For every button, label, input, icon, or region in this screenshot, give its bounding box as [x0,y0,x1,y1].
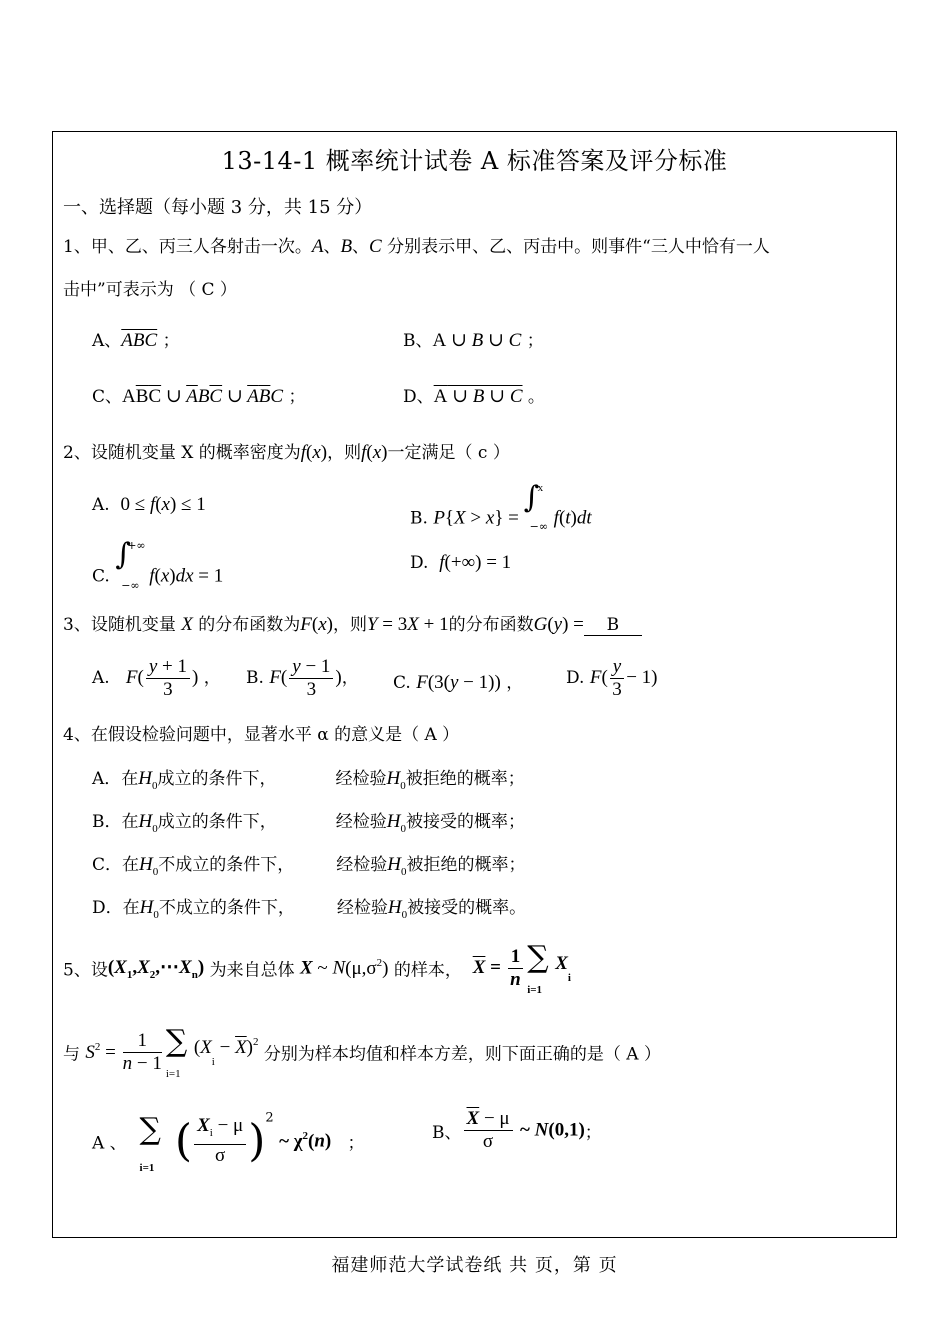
question-3 [63,610,642,636]
q2-option-a [92,494,206,516]
q2-option-b [410,480,592,533]
q4-option-c-cond: 不成立的条件下， [158,855,295,875]
q2-option-d [410,552,511,574]
q2-option-d-expr: f(+∞) = 1 [439,552,512,573]
q3-fx: F(x) [300,614,333,635]
question-2 [63,438,510,464]
h0-symbol: $H_0$ [386,768,406,792]
q3-option-a: A. F( $\frac{y + 1}{3}$ ) ， [92,656,221,700]
q3-option-b-label: B. [246,667,264,688]
q3-option-a-label: A. [92,667,110,688]
q1-option-d: D、A ∪ B ∪ C 。 [403,386,545,407]
q4-option-d-mid: 经检验 [336,898,388,918]
q2-fx: f(x) [300,442,328,463]
q3-option-b-expr: F( $\frac{y - 1}{3}$ ) [269,656,342,700]
q5-option-b [432,1108,602,1174]
question-5-line-1 [63,938,571,998]
q4-option-b-result: 被接受的概率； [405,812,525,832]
q1-option-b-label: B、 [403,331,433,351]
q1-option-c-label: C、 [92,387,123,407]
question-1-line-2: 击中”可表示为 （ C ） [63,280,237,300]
q5-option-b-frac: $\frac{\overline{X} - \mu}{\sigma}$ [464,1108,513,1153]
q1-option-b: B、A ∪ B ∪ C ； [403,330,544,351]
q3-option-d-label: D. [566,667,585,688]
q3-gy: G(y) = [533,614,584,635]
q4-option-a-cond: 成立的条件下， [157,769,277,789]
q5-population: X ~ $N(\mu,\sigma^2)$ [299,956,389,979]
q2-option-b-expr: P{X > x} = [433,507,524,529]
q3-mid2: ，则 [332,615,367,635]
question-1-line-1: 1、甲、乙、丙三人各射击一次。A、B、C 分别表示甲、乙、丙击中。则事件“三人中恰有一人 [63,236,770,257]
q3-option-c-expr: F(3(y − 1)) [416,672,501,693]
separator: ； [347,1133,365,1154]
q5-line2-prefix: 与 [63,1044,80,1065]
q4-option-c-mid: 经检验 [336,855,388,875]
q1-events: A [311,236,324,257]
h0-symbol: $H_0$ [387,897,408,921]
h0-symbol: $H_0$ [387,854,407,878]
q3-option-d-expr: F( $\frac{y}{3}$ − 1) [589,656,658,700]
q4-option-d-label: D．在 [92,898,140,918]
q3-answer: B [584,615,642,636]
q1-option-a: A、$\overline{ABC}$ ； [92,330,180,351]
q3-option-c: C. F(3(y − 1)) ， [393,672,524,693]
q1-event-b: B [340,236,353,257]
q5-mid2: 的样本， [393,960,462,981]
h0-symbol: $H_0$ [138,811,158,835]
q5-mid1: 为来自总体 [209,960,295,981]
q3-prefix: 3、设随机变量 [63,615,176,635]
q3-option-d [566,656,658,701]
q3-option-a-expr: F( $\frac{y + 1}{3}$ ) [125,656,199,700]
q5-frac-1-n: $\frac{1}{n}$ [508,946,524,991]
integral-sign: ∫ +∞ −∞ [115,537,146,592]
q5-prefix: 5、设 [63,960,108,981]
sum-sign: ∑ i=1 [139,1112,161,1174]
q5-line2-suffix: 分别为样本均值和样本方差，则下面正确的是（ A ） [263,1044,661,1065]
q2-mid: ，则 [327,443,362,463]
q4-option-b [92,807,525,835]
q1-option-a-expr: $\overline{ABC}$ [121,330,158,351]
q2-suffix: 一定满足（ c ） [387,443,510,463]
q5-option-b-label: B、 [432,1123,462,1143]
q1-suffix: 分别表示甲、乙、丙击中。则事件“三人中恰有一人 [387,237,770,257]
q1-option-d-expr: A ∪ B ∪ C [433,386,523,407]
q5-option-a [92,1106,364,1176]
q2-prefix: 2、设随机变量 X 的概率密度为 [63,443,301,463]
q3-mid3: 的分布函数 [448,615,534,635]
q1-option-c: C、$A\overline{B}\overline{C}$ ∪ $\overline{A}B\overline{C}$ ∪ $\overline{A}\overline{B}C$ ； [92,386,306,407]
q3-option-c-label: C. [393,673,411,693]
q2-option-c-label: C. [92,566,110,587]
h0-symbol: $H_0$ [138,768,158,792]
q3-y-def: Y = 3X + 1 [366,614,449,635]
q4-option-d [92,893,526,921]
q1-option-b-expr: A ∪ B ∪ C [432,330,522,351]
q5-option-b-normal: ~ N(0,1) [520,1119,585,1141]
q5-option-a-label: A 、 [92,1133,127,1154]
q3-x: X [181,614,193,635]
q4-option-b-mid: 经检验 [335,812,387,832]
integral-sign: ∫ x −∞ [523,480,549,533]
q5-xi: $X_i$ [555,952,571,984]
q2-option-a-label: A. [92,495,110,515]
sum-sign: ∑ i=1 [165,1024,188,1080]
page-footer: 福建师范大学试卷纸 共 页，第 页 [331,1255,618,1276]
q4-option-b-label: B．在 [92,812,139,832]
q4-option-c-label: C．在 [92,855,140,875]
q1-event-c: C [369,236,382,257]
q2-option-b-integrand: f(t)dt [553,507,592,529]
q3-mid1: 的分布函数为 [198,615,301,635]
left-paren: ( [174,1115,193,1167]
q2-option-b-label: B. [410,508,428,529]
page-title: 13-14-1 概率统计试卷 A 标准答案及评分标准 [221,147,728,175]
q3-option-b: B. F( $\frac{y - 1}{3}$ )， [246,656,359,700]
q5-option-a-chi: ~ $\chi^2(n)$ [279,1129,332,1152]
q5-variance-term: $(X_i - \overline{X})^2$ [193,1036,259,1068]
q1-option-a-label: A、 [92,331,122,351]
q1-prefix: 1、甲、乙、丙三人各射击一次。 [63,237,312,257]
section-heading: 一、选择题（每小题 3 分，共 15 分） [63,197,373,218]
q2-option-a-expr: 0 ≤ f(x) ≤ 1 [120,494,206,515]
right-paren: ) [248,1115,266,1167]
exponent-2: 2 [265,1110,274,1126]
h0-symbol: $H_0$ [139,897,159,921]
separator: ； [584,1123,602,1143]
q5-sample-mean: $\overline{X}$ = [472,957,506,978]
q4-option-a-result: 被拒绝的概率； [405,769,525,789]
sum-sign: ∑ i=1 [527,940,549,996]
q4-option-a-mid: 经检验 [335,769,387,789]
q2-option-c [92,537,224,592]
q4-option-a-label: A．在 [92,769,139,789]
q5-frac-variance: $\frac{1}{n - 1}$ [122,1029,162,1074]
q5-variance: $S^2$ = [85,1040,121,1063]
question-5-line-2 [63,1022,661,1088]
q2-fx-2: f(x) [361,442,388,463]
q2-option-d-label: D. [410,553,429,573]
h0-symbol: $H_0$ [386,811,406,835]
q5-sample: $(X_1,X_2,\cdots X_n)$ [107,956,205,981]
q1-option-c-expr: $A\overline{B}\overline{C}$ ∪ $\overline{A}B\overline{C}$ ∪ $\overline{A}\overline{B}C$ [122,386,284,407]
q4-option-d-cond: 不成立的条件下， [158,898,295,918]
q5-option-a-frac: $\frac{X_i - \mu}{\sigma}$ [194,1115,246,1167]
q4-option-a [92,764,525,792]
q4-option-c [92,850,525,878]
q4-option-c-result: 被拒绝的概率； [406,855,526,875]
question-4: 4、在假设检验问题中，显著水平 α 的意义是（ A ） [63,725,460,745]
q4-option-b-cond: 成立的条件下， [157,812,277,832]
q2-option-c-integrand: f(x)dx = 1 [149,565,224,587]
q1-option-d-label: D、 [403,387,434,407]
h0-symbol: $H_0$ [139,854,159,878]
q4-option-d-result: 被接受的概率。 [407,898,527,918]
